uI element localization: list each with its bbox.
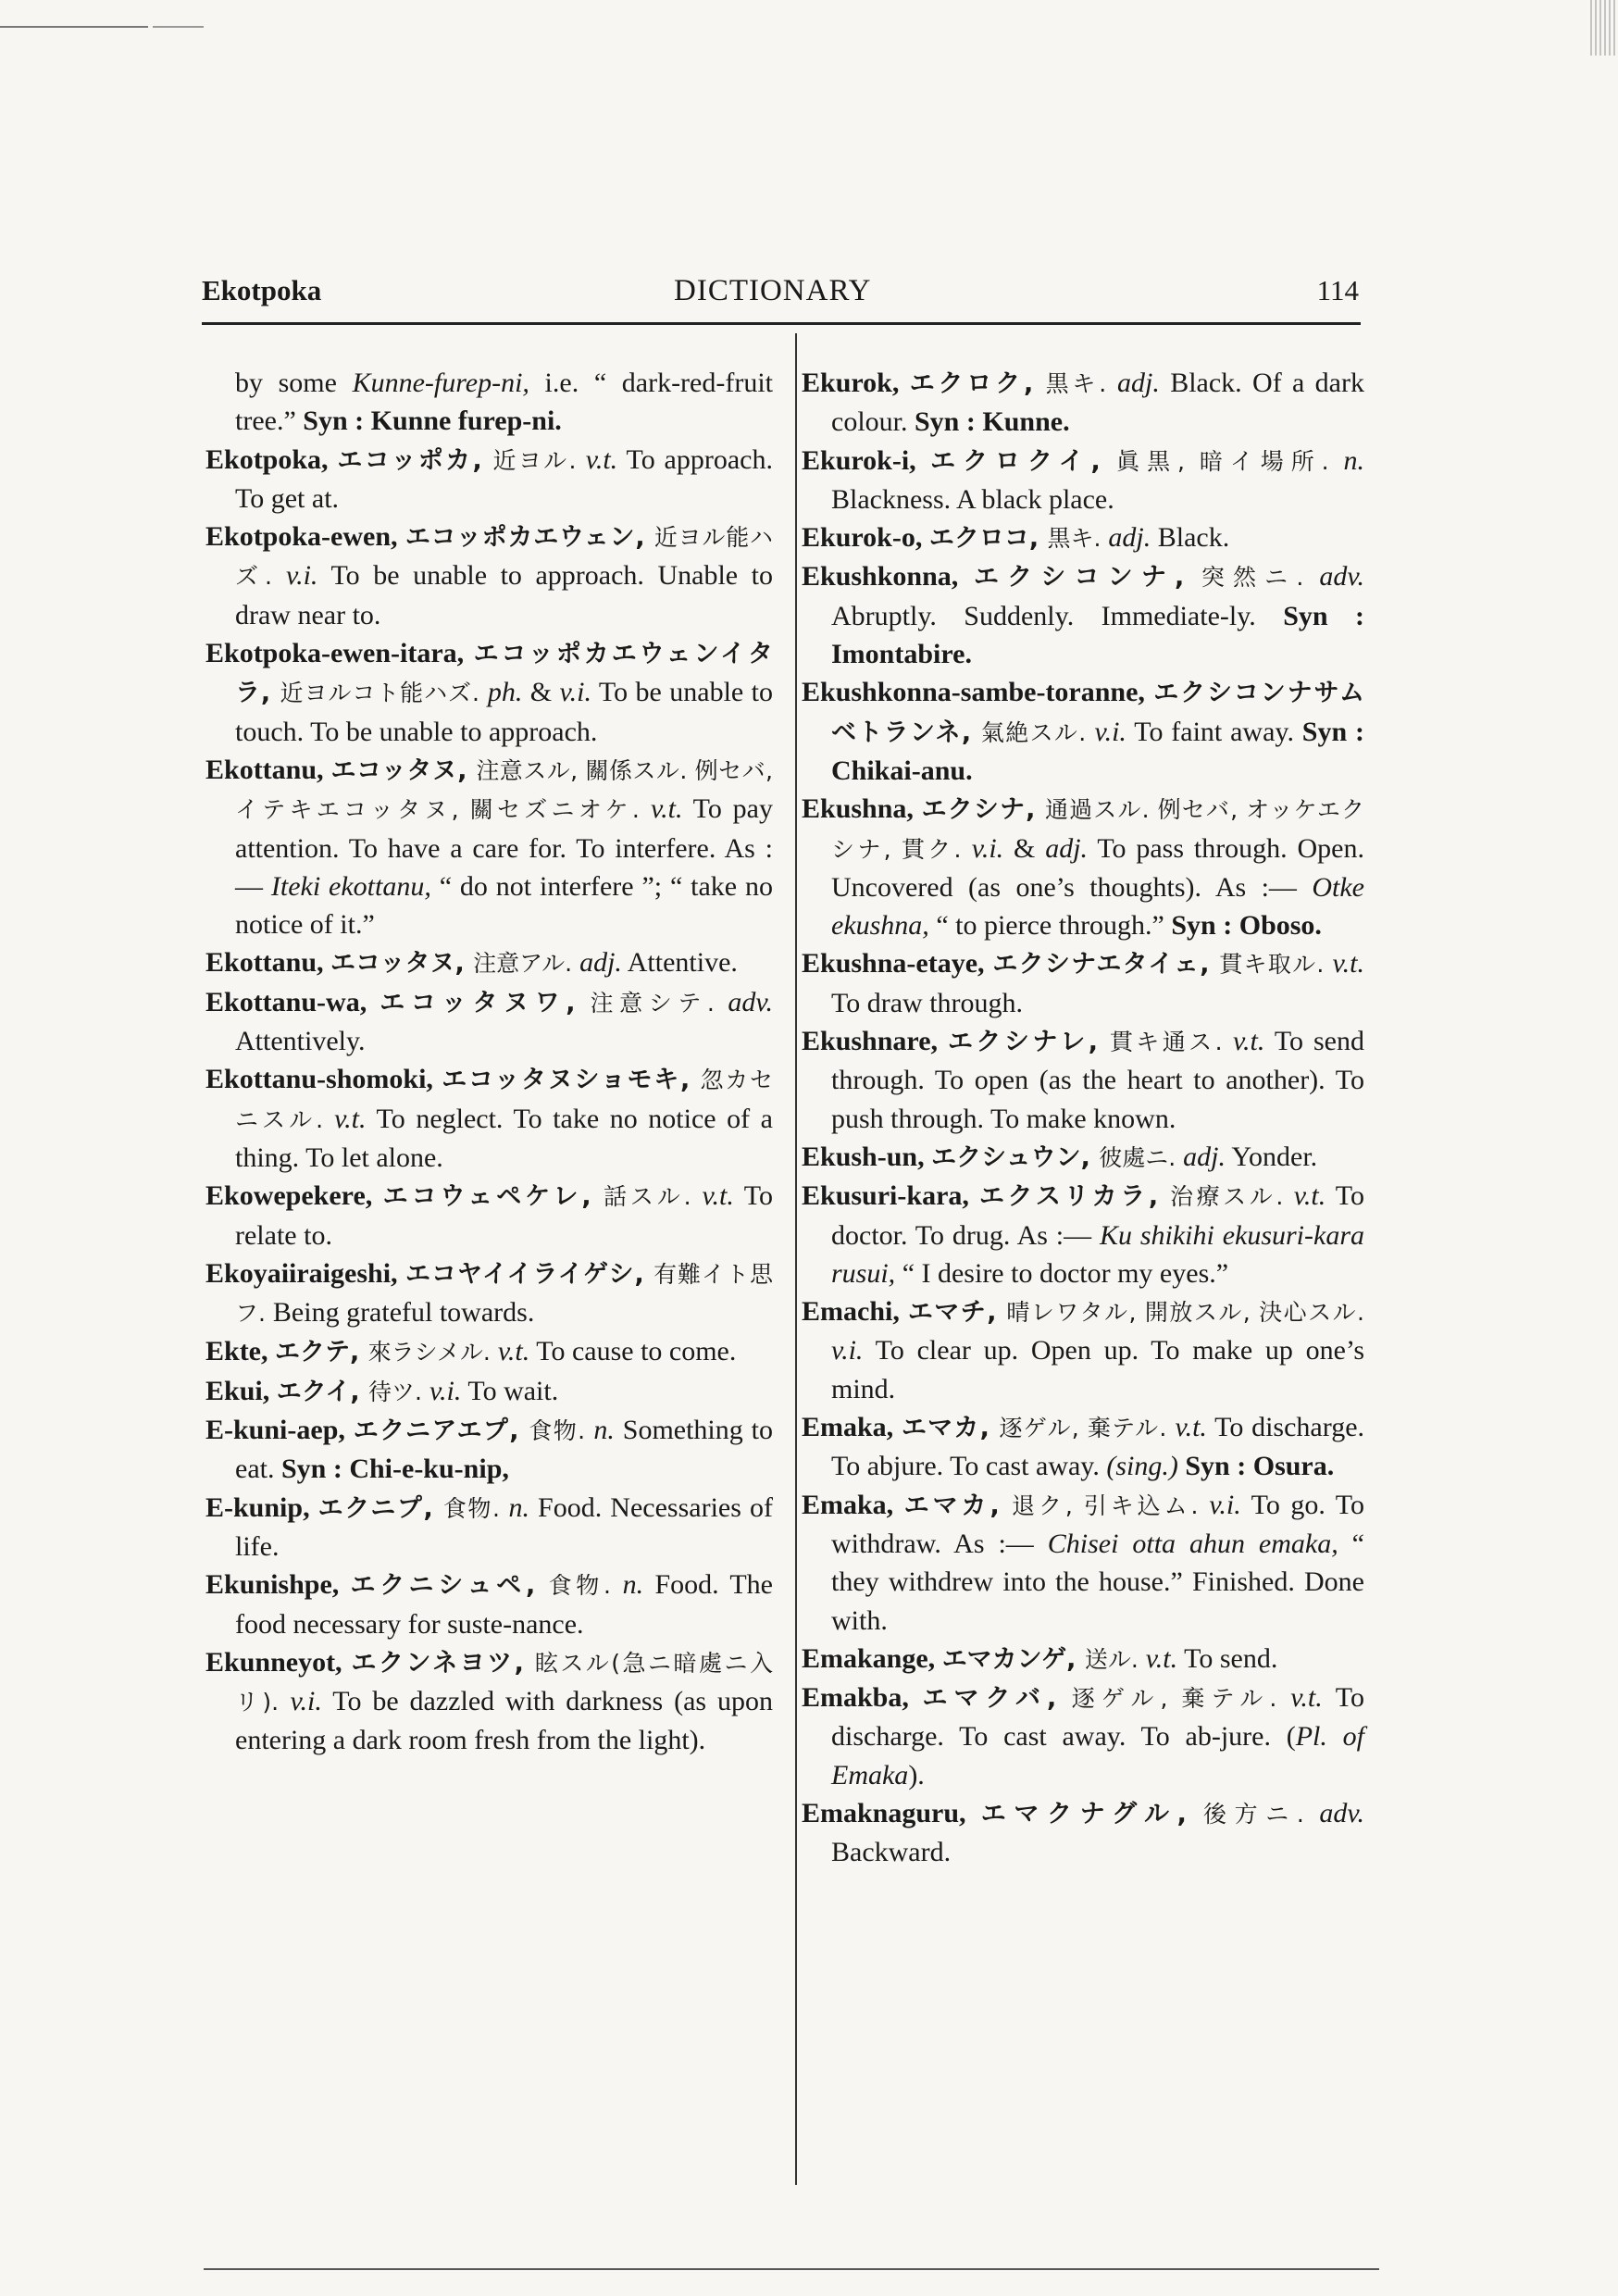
definition-text: Attentive. (621, 947, 738, 979)
definition-text: To doctor. To drug. As :— (831, 1180, 1364, 1251)
japanese-gloss: 食物. (442, 1494, 509, 1522)
part-of-speech: adj. (1183, 1141, 1226, 1172)
headword: Ekotpoka-ewen-itara, (205, 638, 474, 669)
synonym: Syn : Oboso. (1171, 910, 1322, 942)
definition-text: Being grateful towards. (272, 1297, 535, 1329)
dictionary-entry (802, 1408, 1364, 1486)
part-of-speech: v.i. (429, 1375, 462, 1406)
kana-form: エマクナグル, (980, 1799, 1203, 1828)
kana-form: エコッポカエウェン, (404, 523, 654, 553)
japanese-gloss: 食物. (529, 1417, 594, 1445)
headword: Ekottanu-shomoki, (205, 1064, 442, 1095)
headword: Ekushna, (802, 793, 922, 825)
headword: Emachi, (802, 1296, 908, 1328)
kana-form: エクイ, (276, 1377, 369, 1406)
japanese-gloss: 注意スル, 關係スル. 例セバ, イテキエコッタヌ, 關セズニオケ. (235, 756, 773, 824)
headword: E-kuni-aep, (205, 1415, 354, 1446)
headword: Ekunneyot, (205, 1646, 352, 1678)
japanese-gloss: 送ル. (1084, 1645, 1146, 1673)
definition-text: To be unable to approach. Unable to draw near to. (235, 560, 773, 630)
definition-text: by some (235, 368, 353, 398)
definition-text: “ I desire to doctor my eyes.” (895, 1257, 1229, 1289)
definition-text: To draw through. (831, 987, 1024, 1018)
headword: Emaka, (802, 1412, 902, 1443)
definition-text: “ do not interfere ”; “ take no notice of it.” (235, 870, 774, 941)
part-of-speech: n. (1343, 444, 1364, 476)
headword: Ekurok-o, (802, 522, 929, 554)
synonym: Syn : Osura. (1185, 1451, 1335, 1482)
japanese-gloss: 眩スル(急ニ暗處ニ入リ). (235, 1649, 773, 1716)
dictionary-entry (205, 1372, 773, 1411)
part-of-speech: v.t. (334, 1103, 367, 1134)
japanese-gloss: 近ヨル. (492, 446, 586, 474)
japanese-gloss: 彼處ニ. (1099, 1143, 1184, 1171)
part-of-speech: v.t. (497, 1336, 530, 1367)
dictionary-entry (802, 673, 1364, 790)
dictionary-entry (802, 1292, 1364, 1408)
dictionary-entry (205, 364, 773, 441)
headword: Emaka, (802, 1489, 904, 1520)
japanese-gloss: 食物. (548, 1572, 623, 1600)
synonym: Syn : Kunne. (915, 406, 1070, 438)
japanese-gloss: 眞黒, 暗イ場所. (1116, 447, 1344, 475)
part-of-speech: v.i. (286, 560, 318, 592)
dictionary-entry (205, 1411, 773, 1489)
dictionary-entry (802, 364, 1364, 442)
definition-text: Food. The food necessary for suste-nance. (235, 1569, 773, 1640)
part-of-speech: ph. (487, 677, 523, 708)
japanese-gloss: 注意シテ. (590, 989, 728, 1017)
example: Otke ekushna, (831, 871, 1364, 942)
definition-text: & (1003, 832, 1046, 864)
japanese-gloss: 突然ニ. (1201, 564, 1320, 592)
dictionary-entry (802, 442, 1364, 519)
kana-form: エクニシュペ, (350, 1571, 549, 1601)
kana-form: エコッタヌ, (330, 949, 474, 979)
japanese-gloss: 黒キ. (1045, 370, 1118, 397)
dictionary-entry (802, 1794, 1364, 1872)
japanese-gloss: 忽カセニスル. (235, 1067, 774, 1133)
example: Kunne-furep-ni, (352, 368, 529, 398)
headword: Ekushna-etaye, (802, 948, 993, 980)
japanese-gloss: 貫キ通ス. (1109, 1029, 1233, 1056)
japanese-gloss: 近ヨル能ハズ. (235, 524, 773, 591)
definition-text: To cause to come. (529, 1336, 737, 1367)
kana-form: エマカ, (901, 1414, 1000, 1443)
kana-form: エマクバ, (922, 1684, 1072, 1714)
dictionary-entry (802, 518, 1364, 557)
japanese-gloss: 近ヨルコト能ハズ. (280, 680, 488, 707)
part-of-speech: adv. (728, 986, 773, 1017)
part-of-speech: n. (508, 1491, 529, 1523)
definition-text: To be unable to touch. To be unable to approach. (235, 677, 773, 747)
part-of-speech: v.t. (1232, 1026, 1265, 1057)
headword: Ekush-un, (802, 1141, 932, 1172)
headword: Ekottanu, (205, 947, 331, 979)
japanese-gloss: 後方ニ. (1202, 1800, 1320, 1828)
dictionary-entry (802, 557, 1364, 673)
headword: Ekurok-i, (802, 444, 931, 476)
part-of-speech: v.i. (1209, 1489, 1241, 1520)
definition-text: To discharge. To abjure. To cast away. (831, 1412, 1365, 1482)
scan-mark (153, 26, 204, 28)
kana-form: エクシナエタイェ, (992, 950, 1220, 980)
definition-text: Abruptly. Suddenly. Immediate-ly. (831, 600, 1284, 631)
bottom-rule (204, 2268, 1379, 2270)
synonym: Syn : Chi-e-ku-nip, (280, 1454, 509, 1485)
definition-text: To pass through. Open. Uncovered (as one’s thoughts). As :— (831, 832, 1364, 903)
headword: Ekoyaiiraigeshi, (205, 1257, 405, 1289)
japanese-gloss: 注意アル. (473, 950, 580, 978)
part-of-speech: n. (593, 1415, 615, 1446)
definition-text: To send through. To open (as the heart to another). To push through. To make known. (831, 1026, 1364, 1134)
headword: Ekottanu-wa, (205, 986, 380, 1017)
japanese-gloss: 逐ゲル, 棄テル. (1071, 1685, 1291, 1713)
dictionary-entry (205, 943, 773, 982)
part-of-speech: v.t. (585, 443, 618, 475)
kana-form: エクニプ, (317, 1493, 443, 1523)
kana-form: エクシナ, (921, 795, 1045, 825)
part-of-speech: adj. (1108, 522, 1151, 554)
definition-text: i.e. “ dark-red-fruit tree.” (235, 368, 774, 437)
definition-text: To neglect. To take no notice of a thing. To let alone. (235, 1103, 773, 1173)
definition-text: To be dazzled with darkness (as upon entering a dark room fresh from the light). (235, 1686, 773, 1756)
dictionary-entry (205, 1254, 773, 1333)
part-of-speech: v.t. (1175, 1412, 1207, 1443)
dictionary-entry (205, 1060, 773, 1177)
kana-form: エクンネヨツ, (351, 1648, 535, 1678)
definition-text: & (522, 677, 560, 708)
part-of-speech: v.t. (1293, 1180, 1326, 1212)
dictionary-entry (205, 1566, 773, 1643)
part-of-speech: n. (622, 1569, 644, 1601)
dictionary-entry (205, 441, 773, 518)
running-header (202, 274, 1359, 311)
kana-form: エコヤイイライゲシ, (405, 1259, 654, 1289)
definition-text: Attentively. (235, 1026, 366, 1057)
kana-form: エクシナレ, (947, 1028, 1110, 1057)
kana-form: エコッポカエウェンイタラ, (235, 640, 773, 708)
part-of-speech: v.t. (702, 1180, 734, 1212)
dictionary-entry (205, 1177, 773, 1254)
kana-form: エコッタヌワ, (380, 988, 591, 1017)
japanese-gloss: 逐ゲル, 棄テル. (999, 1415, 1176, 1442)
kana-form: エクロクイ, (930, 446, 1117, 476)
synonym: Syn : Kunne furep-ni. (303, 406, 562, 437)
part-of-speech: v.t. (1145, 1642, 1178, 1674)
part-of-speech: adj. (579, 947, 622, 979)
definition-text: Blackness. A black place. (831, 483, 1114, 515)
dictionary-entry (802, 1678, 1364, 1794)
dictionary-entry (802, 790, 1364, 944)
synonym: Syn : Imontabire. (831, 600, 1365, 670)
headword: Ekui, (205, 1375, 277, 1406)
dictionary-entry (802, 1640, 1364, 1678)
kana-form: エコッタヌ, (330, 755, 477, 785)
kana-form: エコッポカ, (337, 445, 493, 475)
part-of-speech: adv. (1319, 561, 1364, 593)
definition-text: To wait. (461, 1375, 559, 1406)
kana-form: エクシュウン, (931, 1142, 1100, 1172)
scan-mark (0, 26, 148, 28)
kana-form: エマチ, (907, 1298, 1007, 1328)
definition-text: To relate to. (235, 1180, 773, 1251)
definition-text: Food. Necessaries of life. (235, 1491, 773, 1562)
kana-form: エコウェペケレ, (382, 1182, 604, 1212)
definition-text: Backward. (831, 1837, 952, 1868)
definition-text: Black. Of a dark colour. (831, 368, 1364, 438)
kana-form: エマカ, (903, 1491, 1013, 1520)
definition-text: To send. (1177, 1642, 1278, 1674)
definition-text: To clear up. Open up. To make up one’s mind. (831, 1335, 1364, 1404)
headword: Ekushkonna-sambe-toranne, (802, 677, 1154, 708)
headword: Ekunishpe, (205, 1569, 351, 1601)
part-of-speech: (sing.) (1106, 1451, 1178, 1482)
part-of-speech: adv. (1319, 1797, 1364, 1828)
definition-text: Black. (1151, 522, 1230, 554)
part-of-speech: v.i. (290, 1686, 322, 1717)
definition-text: To pay attention. To have a care for. To interfere. As :— (235, 793, 773, 902)
part-of-speech: v.t. (1332, 948, 1364, 980)
japanese-gloss: 退ク, 引キ込ム. (1012, 1491, 1210, 1519)
part-of-speech: adj. (1045, 832, 1089, 864)
part-of-speech: v.i. (831, 1335, 864, 1366)
dictionary-entry (205, 518, 773, 634)
dictionary-entry (205, 1332, 773, 1371)
kana-form: エコッタヌショモキ, (442, 1066, 701, 1095)
headword: Ekottanu, (205, 754, 331, 785)
page-number: 114 (1316, 274, 1359, 306)
dictionary-entry (802, 1486, 1364, 1640)
left-column (205, 364, 773, 1760)
dictionary-entry (205, 1643, 773, 1760)
headword: Ekotpoka, (205, 443, 338, 475)
part-of-speech: v.t. (651, 793, 683, 825)
column-divider (795, 333, 797, 2185)
scan-edge-mark (1590, 0, 1618, 56)
dictionary-entry (802, 944, 1364, 1022)
japanese-gloss: 通過スル. 例セバ, オッケエクシナ, 貫ク. (831, 796, 1364, 863)
header-guide-word: Ekotpoka (202, 274, 322, 306)
headword: Ekusuri-kara, (802, 1180, 979, 1212)
japanese-gloss: 有難イト思フ. (235, 1260, 773, 1328)
dictionary-entry (802, 1177, 1364, 1292)
japanese-gloss: 來ラシメル. (367, 1339, 498, 1366)
japanese-gloss: 待ツ. (368, 1378, 429, 1405)
kana-form: エクシコンナ, (973, 563, 1201, 593)
definition-text: To go. To withdraw. As :— (831, 1489, 1364, 1559)
kana-form: エクシコンナサムベトランネ, (831, 679, 1364, 747)
definition-text: Yonder. (1225, 1141, 1318, 1172)
kana-form: エクスリカラ, (978, 1182, 1171, 1212)
headword: Ekushkonna, (802, 561, 974, 593)
definition-text: To faint away. (1126, 716, 1302, 747)
dictionary-entry (205, 751, 773, 943)
definition-text: “ they withdrew into the house.” Finished. Done with. (831, 1528, 1364, 1636)
header-title: DICTIONARY (674, 274, 872, 307)
definition-text: “ to pierce through.” (928, 910, 1172, 942)
japanese-gloss: 黒キ. (1047, 525, 1109, 553)
headword: Emakange, (802, 1642, 942, 1674)
japanese-gloss: 氣絶スル. (980, 718, 1095, 746)
part-of-speech: v.t. (1290, 1682, 1323, 1714)
definition-text: ). (908, 1759, 925, 1791)
kana-form: エクテ, (275, 1338, 368, 1367)
headword: Ekurok, (802, 368, 910, 398)
part-of-speech: adj. (1117, 368, 1160, 398)
header-rule (202, 322, 1361, 325)
kana-form: エクロコ, (928, 524, 1048, 554)
japanese-gloss: 晴レワタル, 開放スル, 決心スル. (1006, 1299, 1364, 1327)
headword: Ekushnare, (802, 1026, 948, 1057)
kana-form: エクロク, (909, 369, 1046, 398)
example: Chisei otta ahun emaka, (1047, 1528, 1338, 1559)
headword: Emakba, (802, 1682, 923, 1714)
headword: Ekte, (205, 1336, 275, 1367)
headword: Emaknaguru, (802, 1797, 981, 1828)
example: Iteki ekottanu, (270, 870, 431, 902)
example: Ku shikihi ekusuri-kara rusui, (831, 1219, 1364, 1289)
dictionary-entry (802, 1138, 1364, 1177)
japanese-gloss: 貫キ取ル. (1219, 951, 1333, 979)
definition-text: To approach. To get at. (235, 443, 773, 514)
part-of-speech: v.i. (971, 832, 1004, 864)
definition-text: Something to eat. (235, 1415, 773, 1485)
definition-text: To discharge. To cast away. To ab-jure. ( (831, 1682, 1364, 1753)
dictionary-entry (802, 1022, 1364, 1138)
dictionary-entry (205, 634, 773, 751)
japanese-gloss: 治療スル. (1170, 1183, 1294, 1211)
headword: E-kunip, (205, 1491, 318, 1523)
part-of-speech: v.i. (559, 677, 591, 708)
japanese-gloss: 話スル. (603, 1183, 703, 1211)
synonym: Syn : Chikai-anu. (831, 716, 1364, 786)
right-column (802, 364, 1364, 1872)
dictionary-entry (205, 1489, 773, 1566)
kana-form: エマカンゲ, (941, 1644, 1085, 1674)
kana-form: エクニアエプ, (353, 1416, 529, 1446)
headword: Ekotpoka-ewen, (205, 521, 405, 553)
headword: Ekowepekere, (205, 1180, 383, 1212)
example: Pl. of Emaka (831, 1721, 1364, 1791)
part-of-speech: v.i. (1094, 716, 1126, 747)
dictionary-entry (205, 983, 773, 1061)
